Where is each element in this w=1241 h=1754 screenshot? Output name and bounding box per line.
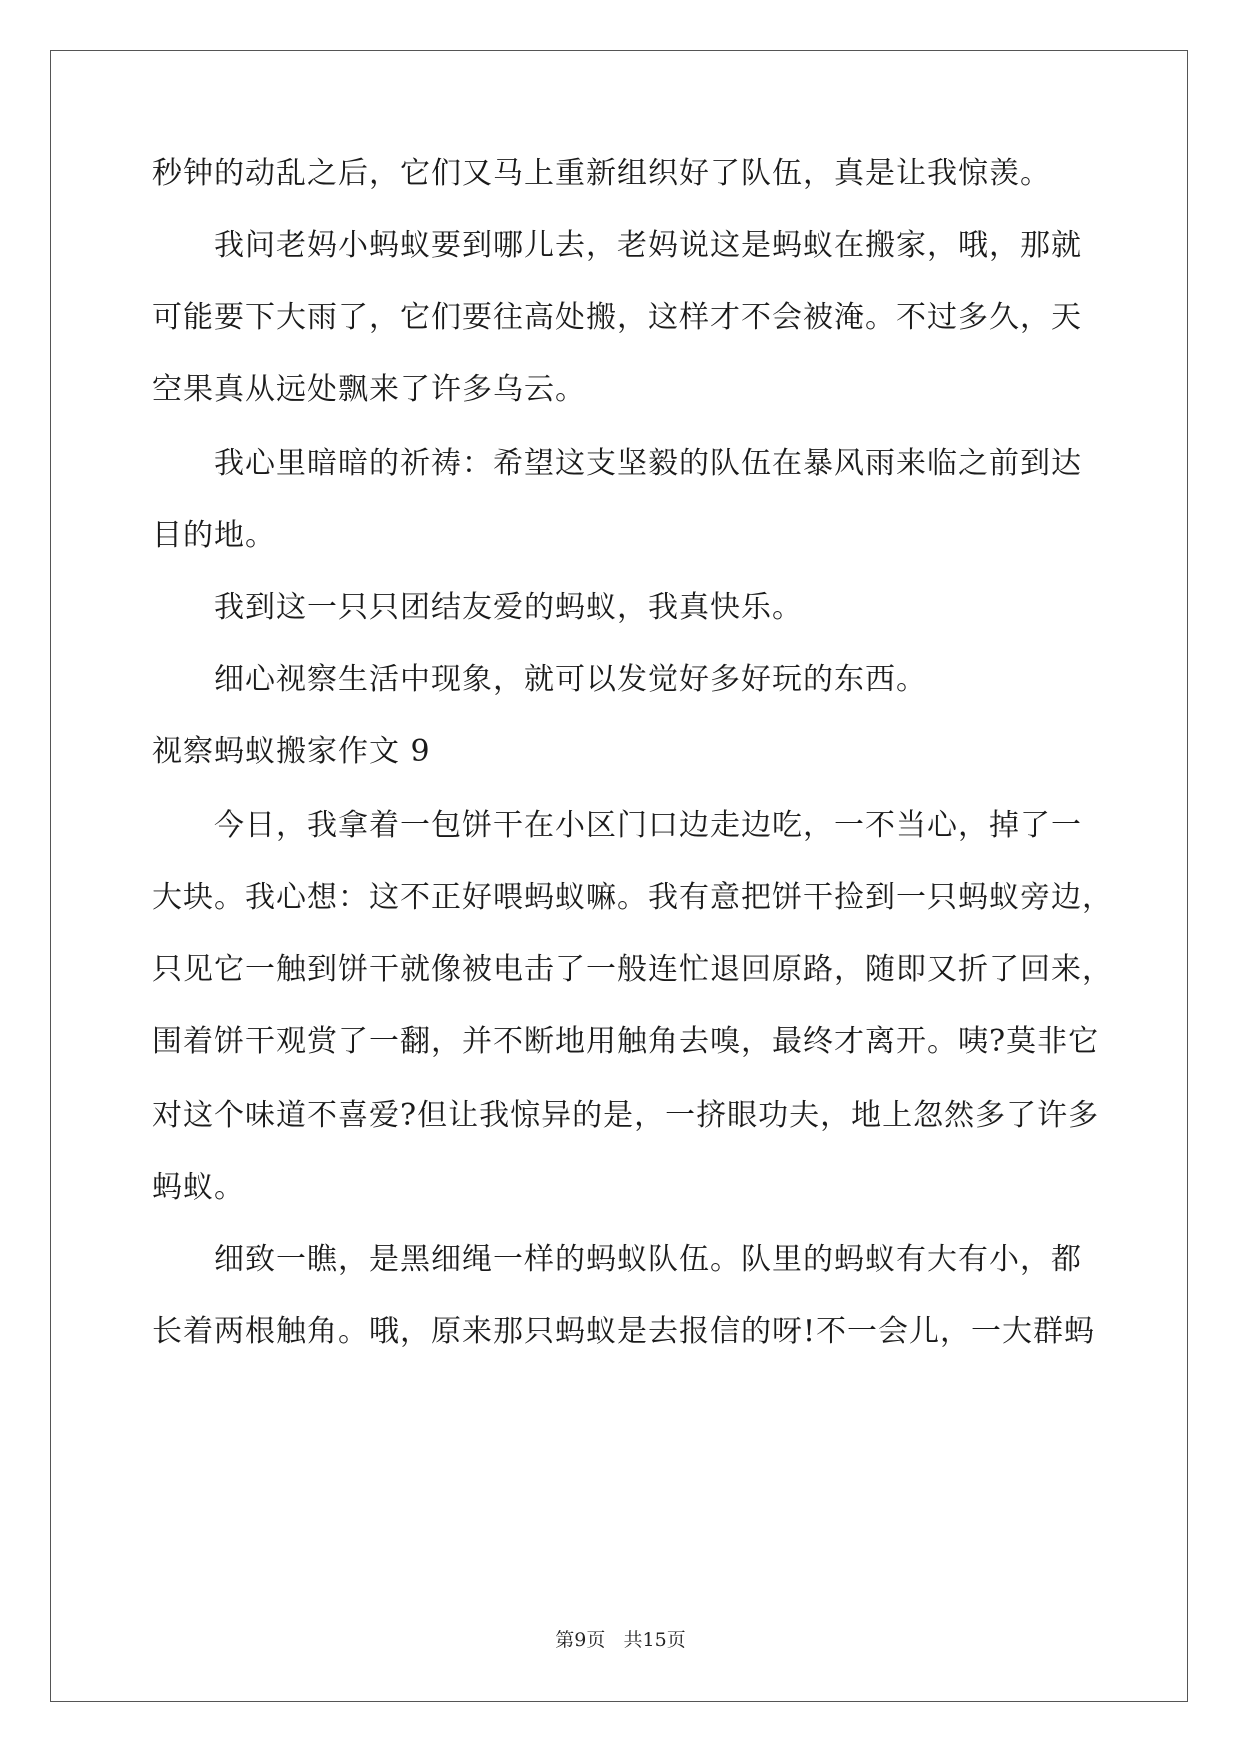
text-line: 蚂蚁。 (152, 1170, 245, 1205)
text-line: 大块。我心想：这不正好喂蚂蚁嘛。我有意把饼干捡到一只蚂蚁旁边， (152, 880, 1113, 915)
text-line: 我心里暗暗的祈祷：希望这支坚毅的队伍在暴风雨来临之前到达 (214, 446, 1082, 481)
page-total: 15 (642, 1629, 667, 1651)
page-prefix: 第 (555, 1629, 575, 1651)
text-line: 我到这一只只团结友爱的蚂蚁，我真快乐。 (214, 590, 803, 625)
text-line: 对这个味道不喜爱?但让我惊异的是，一挤眼功夫，地上忽然多了许多 (152, 1098, 1100, 1133)
text-line: 我问老妈小蚂蚁要到哪儿去，老妈说这是蚂蚁在搬家，哦，那就 (214, 228, 1082, 263)
text-line: 细心视察生活中现象，就可以发觉好多好玩的东西。 (214, 662, 927, 697)
page-footer (0, 1628, 1241, 1652)
total-prefix: 共 (623, 1629, 643, 1651)
text-line: 只见它一触到饼干就像被电击了一般连忙退回原路，随即又折了回来， (152, 952, 1113, 987)
text-line: 空果真从远处飘来了许多乌云。 (152, 372, 586, 407)
text-line: 可能要下大雨了，它们要往高处搬，这样才不会被淹。不过多久，天 (152, 300, 1082, 335)
total-suffix: 页 (666, 1629, 686, 1651)
page-suffix: 页 (586, 1629, 606, 1651)
text-line: 今日，我拿着一包饼干在小区门口边走边吃，一不当心，掉了一 (214, 808, 1082, 843)
page-current: 9 (574, 1629, 587, 1651)
text-line: 目的地。 (152, 518, 276, 553)
text-line: 围着饼干观赏了一翻，并不断地用触角去嗅，最终才离开。咦?莫非它 (152, 1024, 1100, 1059)
text-line: 秒钟的动乱之后，它们又马上重新组织好了队伍，真是让我惊羡。 (152, 156, 1051, 191)
section-heading: 视察蚂蚁搬家作文 9 (152, 734, 431, 769)
text-line: 细致一瞧，是黑细绳一样的蚂蚁队伍。队里的蚂蚁有大有小，都 (214, 1242, 1082, 1277)
text-line: 长着两根触角。哦，原来那只蚂蚁是去报信的呀!不一会儿，一大群蚂 (152, 1314, 1096, 1349)
